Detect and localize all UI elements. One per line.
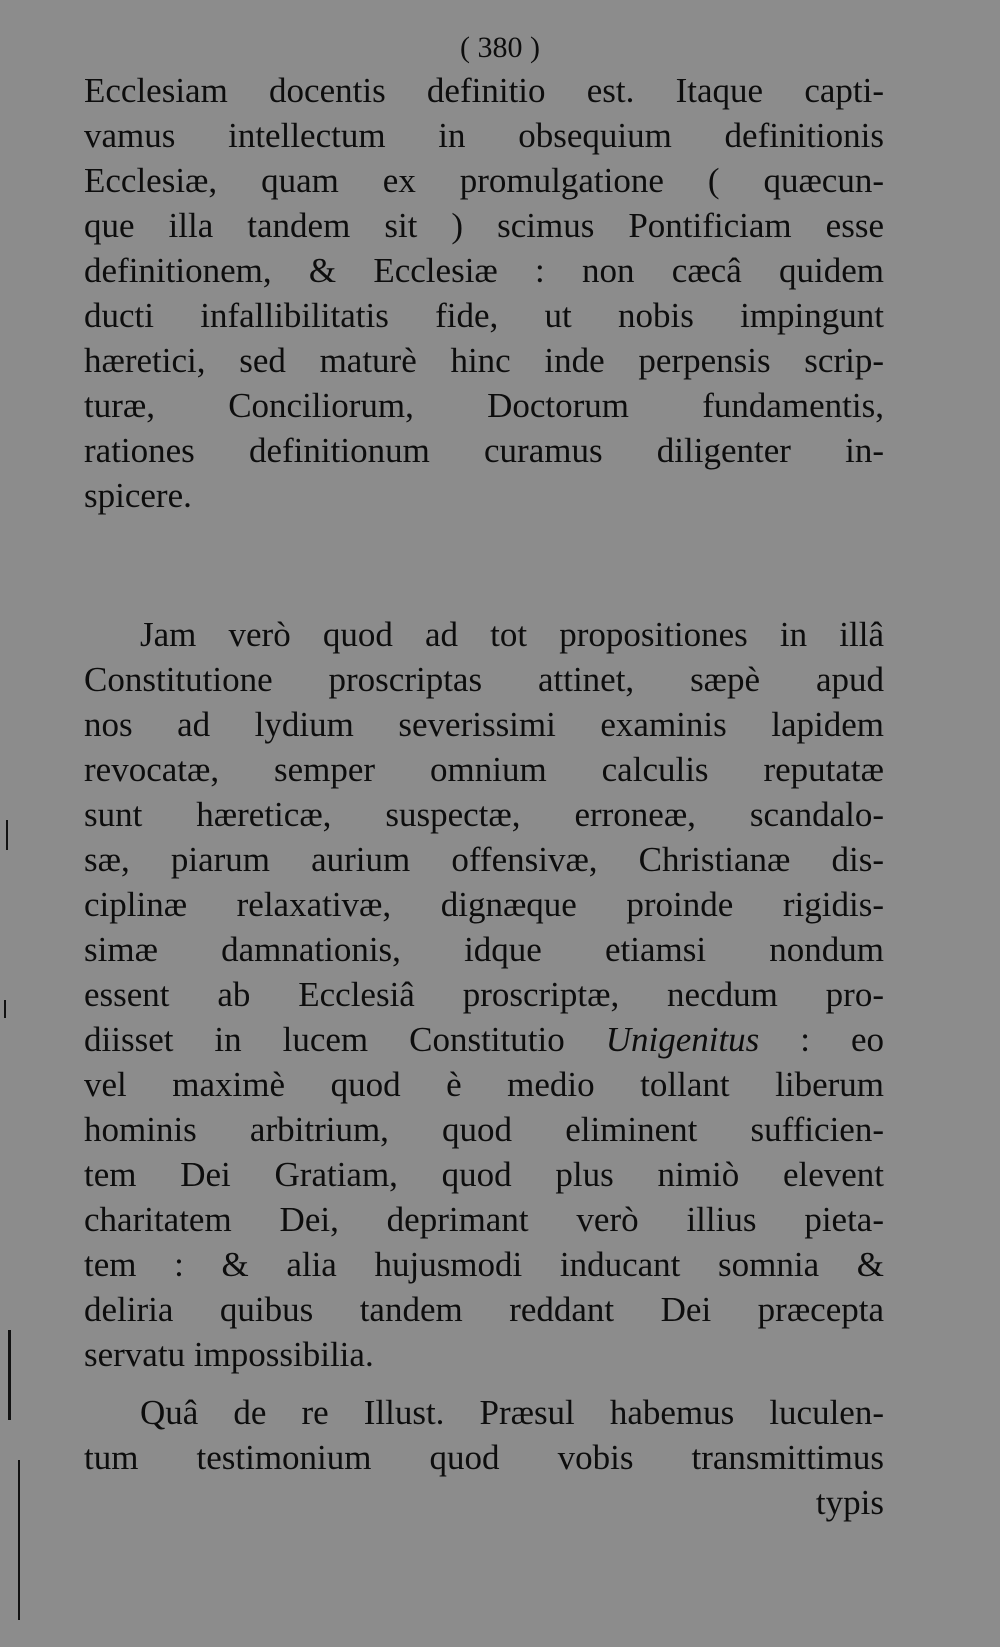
paragraph-1	[84, 68, 884, 518]
text-line: revocatæ, semper omnium calculis reputatæ	[84, 750, 884, 789]
catchword: typis	[815, 1483, 884, 1522]
text-line: Quâ de re Illust. Præsul habemus luculen-	[140, 1393, 884, 1432]
paragraph-2	[84, 612, 884, 1377]
text-line: ciplinæ relaxativæ, dignæque proinde rigidis-	[84, 885, 884, 924]
text-line: hominis arbitrium, quod eliminent sufficien-	[84, 1110, 884, 1149]
scan-artifact	[6, 820, 8, 850]
text-line: charitatem Dei, deprimant verò illius pieta-	[84, 1200, 884, 1239]
text-line: rationes definitionum curamus diligenter in-	[84, 431, 884, 470]
text-line: Ecclesiam docentis definitio est. Itaque capti-	[84, 71, 884, 110]
text-line: Ecclesiæ, quam ex promulgatione ( quæcun-	[84, 161, 884, 200]
page-number: ( 380 )	[460, 31, 540, 64]
italic-title: Unigenitus	[605, 1020, 760, 1059]
text-line: definitionem, & Ecclesiæ : non cæcâ quidem	[84, 251, 884, 290]
text-segment: diisset in lucem Constitutio	[84, 1020, 565, 1059]
scan-artifact	[18, 1460, 20, 1620]
text-line: vel maximè quod è medio tollant liberum	[84, 1065, 884, 1104]
scan-artifact	[8, 1330, 11, 1420]
text-line: tem : & alia hujusmodi inducant somnia &	[84, 1245, 884, 1284]
paragraph-3	[84, 1390, 884, 1525]
text-line: turæ, Conciliorum, Doctorum fundamentis,	[84, 386, 884, 425]
text-line: simæ damnationis, idque etiamsi nondum	[84, 930, 884, 969]
text-line: sunt hæreticæ, suspectæ, erroneæ, scandalo-	[84, 795, 884, 834]
text-line: deliria quibus tandem reddant Dei præcepta	[84, 1290, 884, 1329]
text-line: essent ab Ecclesiâ proscriptæ, necdum pro-	[84, 975, 884, 1014]
scan-artifact	[4, 1000, 6, 1018]
text-segment: : eo	[800, 1020, 885, 1059]
text-line: vamus intellectum in obsequium definitionis	[84, 116, 884, 155]
text-line: sæ, piarum aurium offensivæ, Christianæ dis-	[84, 840, 884, 879]
text-line: spicere.	[84, 476, 192, 515]
text-line: nos ad lydium severissimi examinis lapidem	[84, 705, 884, 744]
text-line: hæretici, sed maturè hinc inde perpensis scrip-	[84, 341, 884, 380]
text-line	[84, 1017, 884, 1062]
text-line: ducti infallibilitatis fide, ut nobis impingunt	[84, 296, 884, 335]
text-line: tem Dei Gratiam, quod plus nimiò elevent	[84, 1155, 884, 1194]
text-line: que illa tandem sit ) scimus Pontificiam esse	[84, 206, 884, 245]
text-line: servatu impossibilia.	[84, 1335, 374, 1374]
text-line: tum testimonium quod vobis transmittimus	[84, 1438, 884, 1477]
text-line: Jam verò quod ad tot propositiones in illâ	[140, 615, 884, 654]
text-line: Constitutione proscriptas attinet, sæpè apud	[84, 660, 884, 699]
